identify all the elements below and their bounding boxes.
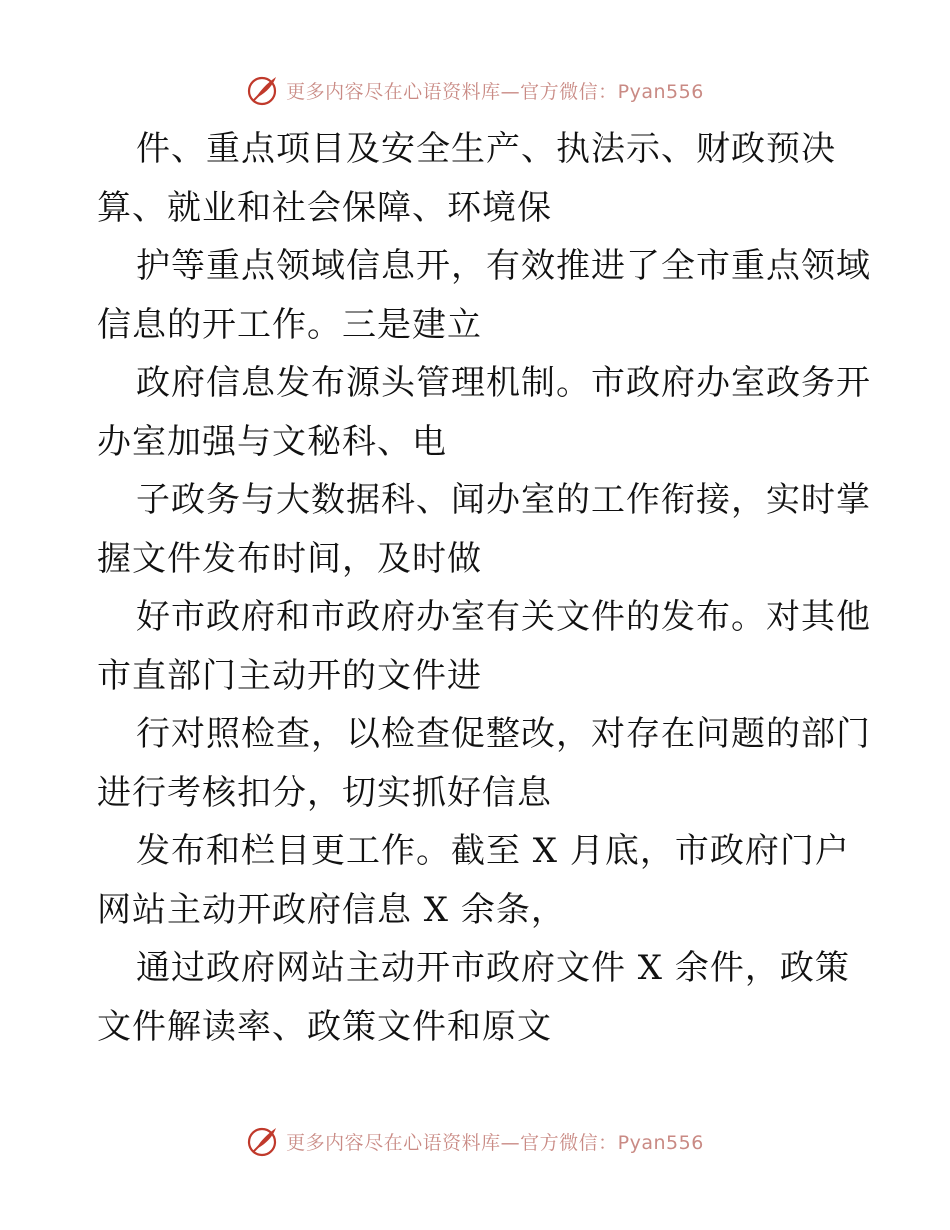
paragraph (0, 705, 950, 822)
text-line: 子政务与大数据科、闻办室的工作衔接，实时掌 (136, 480, 871, 520)
paragraph (0, 354, 950, 471)
text-line: 市直部门主动开的文件进 (97, 655, 482, 696)
watermark-text: 更多内容尽在心语资料库—官方微信：Pyan556 (286, 80, 704, 103)
text-line: 算、就业和社会保障、环境保 (97, 187, 552, 228)
text-line: 握文件发布时间，及时做 (97, 538, 482, 579)
text-line: 通过政府网站主动开市政府文件 X 余件，政策 (136, 948, 850, 988)
text-line: 信息的开工作。三是建立 (97, 304, 482, 345)
paragraph (0, 471, 950, 588)
text-line: 进行考核扣分，切实抓好信息 (97, 772, 552, 813)
text-line: 文件解读率、政策文件和原文 (97, 1006, 552, 1047)
text-line: 发布和栏目更工作。截至 X 月底，市政府门户 (136, 831, 850, 871)
paragraph (0, 588, 950, 705)
paragraph (0, 237, 950, 354)
header-watermark (0, 72, 950, 108)
document-body (0, 120, 950, 1056)
footer-watermark (0, 1123, 950, 1159)
watermark-text: 更多内容尽在心语资料库—官方微信：Pyan556 (286, 1131, 704, 1154)
quill-pen-logo-icon (246, 1124, 280, 1158)
text-line: 办室加强与文秘科、电 (97, 421, 447, 462)
text-line: 好市政府和市政府办室有关文件的发布。对其他 (136, 597, 871, 637)
text-line: 网站主动开政府信息 X 余条， (97, 889, 566, 930)
text-line: 件、重点项目及安全生产、执法示、财政预决 (136, 129, 836, 169)
quill-pen-logo-icon (246, 73, 280, 107)
paragraph (0, 939, 950, 1056)
text-line: 政府信息发布源头管理机制。市政府办室政务开 (136, 363, 871, 403)
text-line: 护等重点领域信息开，有效推进了全市重点领域 (136, 246, 871, 286)
text-line: 行对照检查，以检查促整改，对存在问题的部门 (136, 714, 871, 754)
paragraph (0, 120, 950, 237)
paragraph (0, 822, 950, 939)
